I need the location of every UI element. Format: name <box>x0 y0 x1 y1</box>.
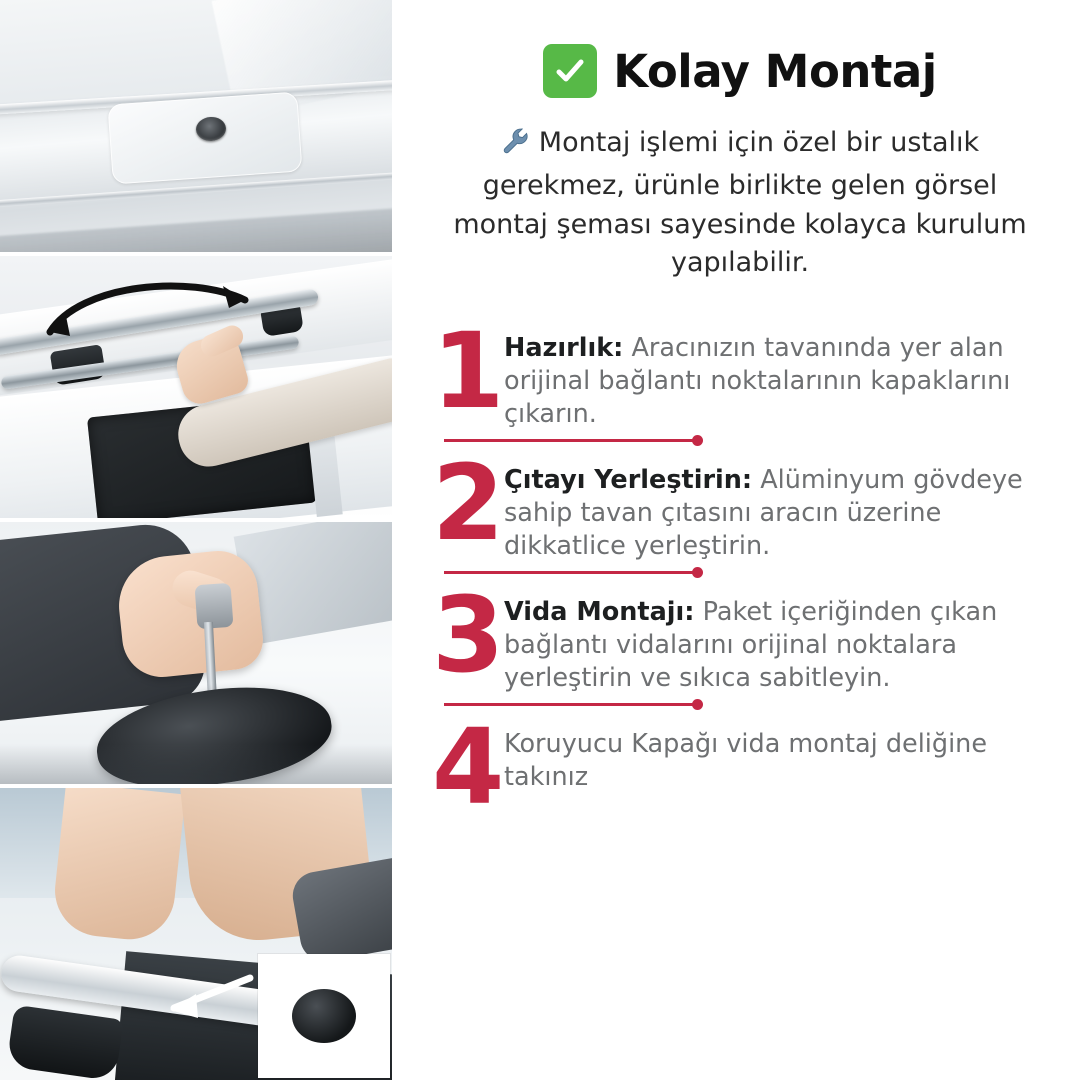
photo4-cap-inset <box>258 954 390 1078</box>
roof-rail-placement-photo <box>0 256 392 518</box>
wrench-icon <box>501 126 531 167</box>
photo4-direction-arrow-icon <box>150 964 260 1024</box>
step-text-1 <box>504 326 1054 430</box>
step-detail-2: Alüminyum gövdeye sahip tavan çıtasını aracın üzerine dikkatlice yerleştirin. <box>504 465 1023 561</box>
content-column <box>400 0 1080 1080</box>
step-item-4 <box>426 706 1054 840</box>
step-title-3: Vida Montajı: <box>504 597 695 628</box>
step-item-3 <box>426 574 1054 708</box>
step-item-2 <box>426 442 1054 576</box>
headline <box>426 44 1054 98</box>
photo4-protective-cap <box>292 989 356 1043</box>
page-title: Kolay Montaj <box>613 44 937 98</box>
step-text-3 <box>504 590 1054 694</box>
step-item-1 <box>426 310 1054 444</box>
step-number-3: 3 <box>432 574 505 697</box>
screw-installation-photo <box>0 522 392 784</box>
photo3-hand <box>114 547 266 681</box>
photo-column <box>0 0 392 1080</box>
step-title-2: Çıtayı Yerleştirin: <box>504 465 753 496</box>
intro-paragraph <box>440 124 1040 282</box>
check-icon <box>543 44 597 98</box>
car-roof-mounting-point-photo <box>0 0 392 252</box>
step-number-2: 2 <box>432 442 505 565</box>
photo4-left-hand <box>50 788 185 944</box>
step-title-1: Hazırlık: <box>504 333 624 364</box>
step-text-2 <box>504 458 1054 562</box>
step-detail-3: Paket içeriğinden çıkan bağlantı vidalarını orijinal noktalara yerleştirin ve sıkıca sabitleyin. <box>504 597 998 693</box>
step-detail-1: Aracınızın tavanında yer alan orijinal bağlantı noktalarının kapaklarını çıkarın. <box>504 333 1011 429</box>
step-detail-4: Koruyucu Kapağı vida montaj deliğine takınız <box>504 729 988 792</box>
step-number-1: 1 <box>432 310 505 433</box>
photo3-screwdriver-handle <box>195 583 234 629</box>
step-text-4 <box>504 722 1054 793</box>
steps-list <box>426 310 1054 840</box>
intro-text: Montaj işlemi için özel bir ustalık gerekmez, ürünle birlikte gelen görsel montaj şeması sayesinde kolayca kurulum yapılabilir. <box>453 127 1027 278</box>
protective-cap-photo <box>0 788 392 1080</box>
photo3-bottom-shadow <box>0 744 392 784</box>
step-number-4: 4 <box>432 706 505 829</box>
